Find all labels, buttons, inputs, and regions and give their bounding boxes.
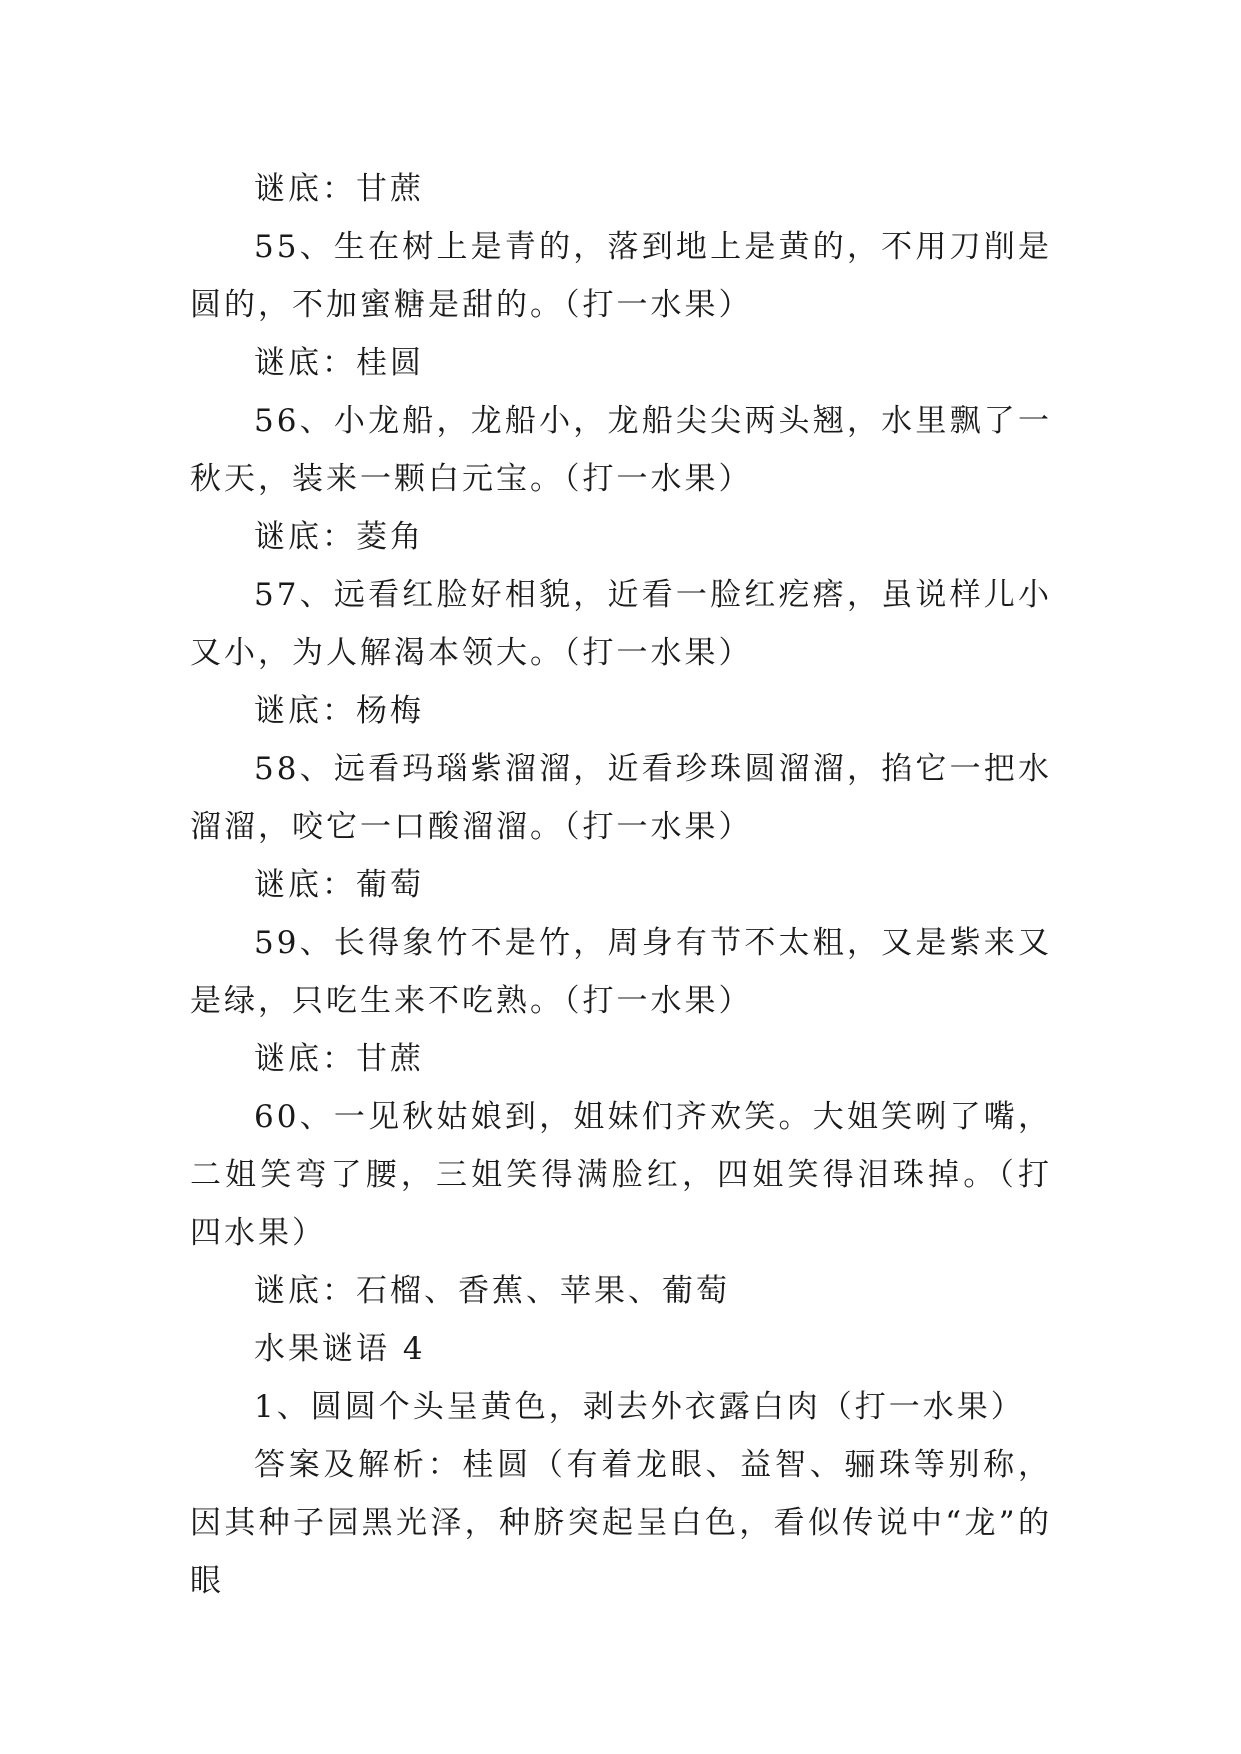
answer-line: 谜底：菱角 [254,519,424,555]
answer-line: 谜底：石榴、香蕉、苹果、葡萄 [254,1273,730,1309]
document-body [190,160,1052,1610]
riddle-57: 57、远看红脸好相貌，近看一脸红疙瘩，虽说样儿小又小，为人解渴本领大。（打一水果） [190,577,1052,671]
answer-line: 谜底：甘蔗 [254,1041,424,1077]
riddle-58: 58、远看玛瑙紫溜溜，近看珍珠圆溜溜，掐它一把水溜溜，咬它一口酸溜溜。（打一水果） [190,751,1052,845]
section-heading: 水果谜语 4 [254,1331,426,1367]
answer-line: 谜底：甘蔗 [254,171,424,207]
riddle-55: 55、生在树上是青的，落到地上是黄的，不用刀削是圆的，不加蜜糖是甜的。（打一水果） [190,229,1052,323]
riddle-56: 56、小龙船，龙船小，龙船尖尖两头翘，水里飘了一秋天，装来一颗白元宝。（打一水果） [190,403,1052,497]
riddle-60: 60、一见秋姑娘到，姐妹们齐欢笑。大姐笑咧了嘴，二姐笑弯了腰，三姐笑得满脸红，四姐笑得泪珠掉。（打四水果） [190,1099,1052,1251]
answer-line: 谜底：葡萄 [254,867,424,903]
riddle-59: 59、长得象竹不是竹，周身有节不太粗，又是紫来又是绿，只吃生来不吃熟。（打一水果） [190,925,1052,1019]
answer-explanation: 答案及解析：桂圆（有着龙眼、益智、骊珠等别称，因其种子园黑光泽，种脐突起呈白色，看似传说中“龙”的眼 [190,1447,1052,1599]
answer-line: 谜底：杨梅 [254,693,424,729]
riddle-1: 1、圆圆个头呈黄色，剥去外衣露白肉（打一水果） [254,1389,1025,1425]
answer-line: 谜底：桂圆 [254,345,424,381]
